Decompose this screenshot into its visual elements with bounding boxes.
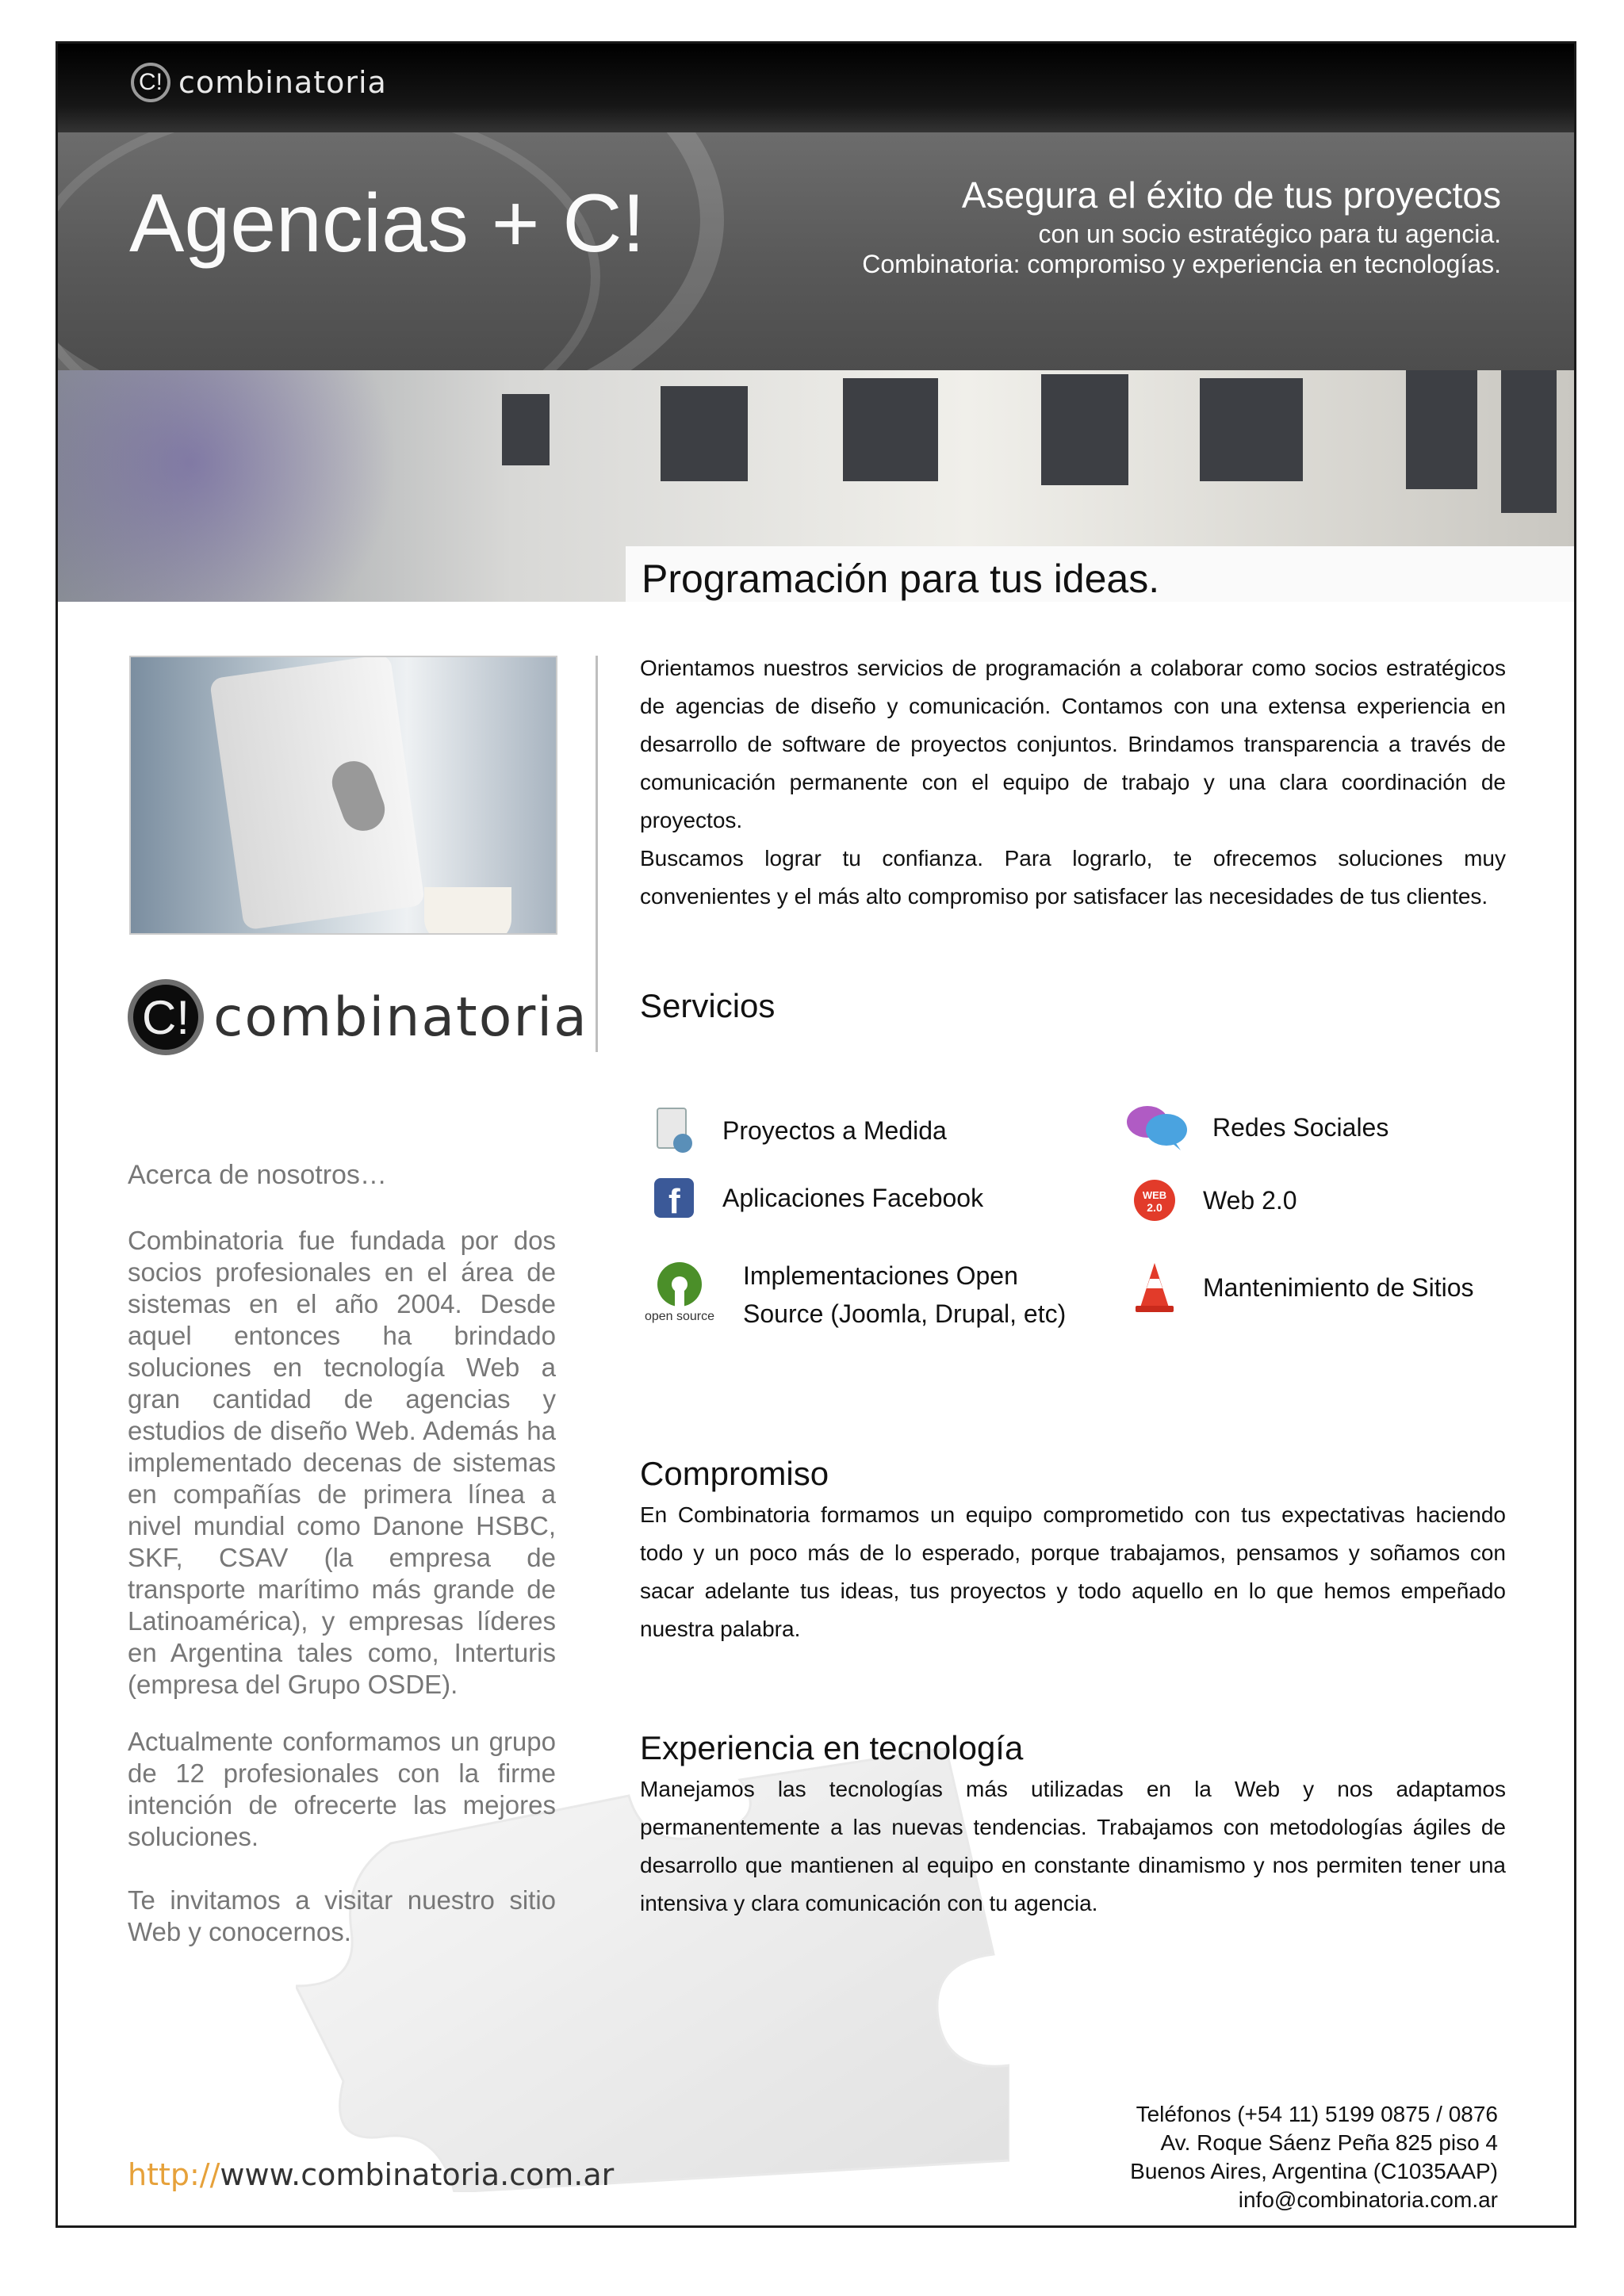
contact-address-line1: Av. Roque Sáenz Peña 825 piso 4 [1160, 2130, 1498, 2155]
banner-title: Agencias + C! [129, 178, 645, 270]
hero-banner [58, 132, 1574, 370]
service-item-site-maintenance [1130, 1263, 1474, 1312]
chat-bubbles-icon [1125, 1103, 1189, 1152]
logo-text: combinatoria [178, 65, 387, 100]
svg-text:2.0: 2.0 [1147, 1201, 1162, 1214]
intro-paragraph-2: Buscamos lograr tu confianza. Para lograrlo, te ofrecemos soluciones muy convenientes y el más alto compromiso por satisfacer las necesidades de tus clientes. [640, 846, 1506, 909]
open-source-icon [640, 1257, 719, 1328]
document-icon [649, 1106, 699, 1155]
photo-caption: Programación para tus ideas. [642, 557, 1160, 601]
column-divider [596, 656, 598, 1052]
svg-text:f: f [668, 1182, 680, 1219]
web20-badge-icon [1130, 1176, 1179, 1225]
facebook-icon [649, 1173, 699, 1223]
traffic-cone-icon [1130, 1263, 1179, 1312]
service-label: Web 2.0 [1203, 1186, 1297, 1215]
banner-tagline: Asegura el éxito de tus proyectos [961, 174, 1501, 216]
service-item-web20 [1130, 1176, 1297, 1225]
about-paragraph-3: Te invitamos a visitar nuestro sitio Web y conocernos. [128, 1885, 556, 1946]
experience-paragraph: Manejamos las tecnologías más utilizadas en la Web y nos adaptamos permanentemente a las nuevas tendencias. Trabajamos con metodologías ágiles de desarrollo que mantienen al equipo en constante dinamismo y nos permiten tener una intensiva y clara comunicación con tu agencia. [640, 1777, 1506, 1915]
logo-mark: C! [131, 63, 170, 102]
intro-paragraph-1: Orientamos nuestros servicios de programación a colaborar como socios estratégicos de agencias de diseño y comunicación. Contamos con una extensa experiencia en desarrollo de software de proyectos conjuntos. Brindamos transparencia a través de comunicación permanente con el equipo de trabajo y una clara coordinación de proyectos. [640, 656, 1506, 832]
tree-branches-decoration [58, 370, 502, 602]
header-logo [131, 63, 387, 102]
contact-email[interactable]: info@combinatoria.com.ar [1238, 2187, 1498, 2212]
banner-tagline-sub2: Combinatoria: compromiso y experiencia en tecnologías. [862, 250, 1501, 278]
services-title: Servicios [640, 987, 776, 1024]
service-item-open-source [640, 1257, 1076, 1333]
open-source-icon-text: open source [644, 1310, 715, 1323]
service-item-custom-projects [649, 1106, 947, 1155]
website-link[interactable] [128, 2157, 614, 2192]
service-label: Mantenimiento de Sitios [1203, 1273, 1474, 1302]
sidebar-logo-mark: C! [128, 979, 204, 1055]
experience-title: Experiencia en tecnología [640, 1729, 1024, 1766]
top-bar [58, 44, 1574, 132]
about-paragraph-1: Combinatoria fue fundada por dos socios profesionales en el área de sistemas en el año 2004. Desde aquel entonces ha brindado soluciones en tecnología Web a gran cantidad de agencias y estudios de diseño Web. Además ha implementado decenas de sistemas en compañías de primera línea a nivel mundial como Danone HSBC, SKF, CSAV (la empresa de transporte marítimo más grande de Latinoamérica), y empresas líderes en Argentina tales como, Interturis (empresa del Grupo OSDE). [128, 1226, 556, 1699]
banner-tagline-sub1: con un socio estratégico para tu agencia. [1038, 220, 1501, 248]
contact-address-line2: Buenos Aires, Argentina (C1035AAP) [1130, 2159, 1498, 2183]
service-label: Implementaciones Open Source (Joomla, Drupal, etc) [743, 1261, 1067, 1328]
sidebar-logo-text: combinatoria [213, 985, 588, 1049]
service-label: Proyectos a Medida [722, 1116, 947, 1145]
commitment-paragraph: En Combinatoria formamos un equipo comprometido con tus expectativas haciendo todo y un poco más de lo esperado, porque trabajamos, pensamos y soñamos con sacar adelante tus ideas, tus proyectos y todo aquello en lo que hemos empeñado nuestra palabra. [640, 1502, 1506, 1641]
website-link-protocol: http:// [128, 2157, 220, 2192]
commitment-title: Compromiso [640, 1455, 829, 1492]
svg-text:WEB: WEB [1142, 1189, 1167, 1201]
person-with-laptop-photo [129, 656, 557, 935]
service-item-social-networks [1125, 1103, 1388, 1152]
about-paragraph-2: Actualmente conformamos un grupo de 12 profesionales con la firme intención de ofrecerte las mejores soluciones. [128, 1727, 556, 1851]
sidebar-logo [128, 979, 588, 1055]
page-frame [56, 41, 1576, 2228]
service-item-facebook-apps [649, 1173, 983, 1223]
website-link-host: www.combinatoria.com.ar [220, 2157, 615, 2192]
contact-phones: Teléfonos (+54 11) 5199 0875 / 0876 [1136, 2102, 1498, 2126]
service-label: Redes Sociales [1212, 1113, 1389, 1142]
service-label: Aplicaciones Facebook [722, 1184, 984, 1212]
about-title: Acerca de nosotros… [128, 1160, 387, 1190]
